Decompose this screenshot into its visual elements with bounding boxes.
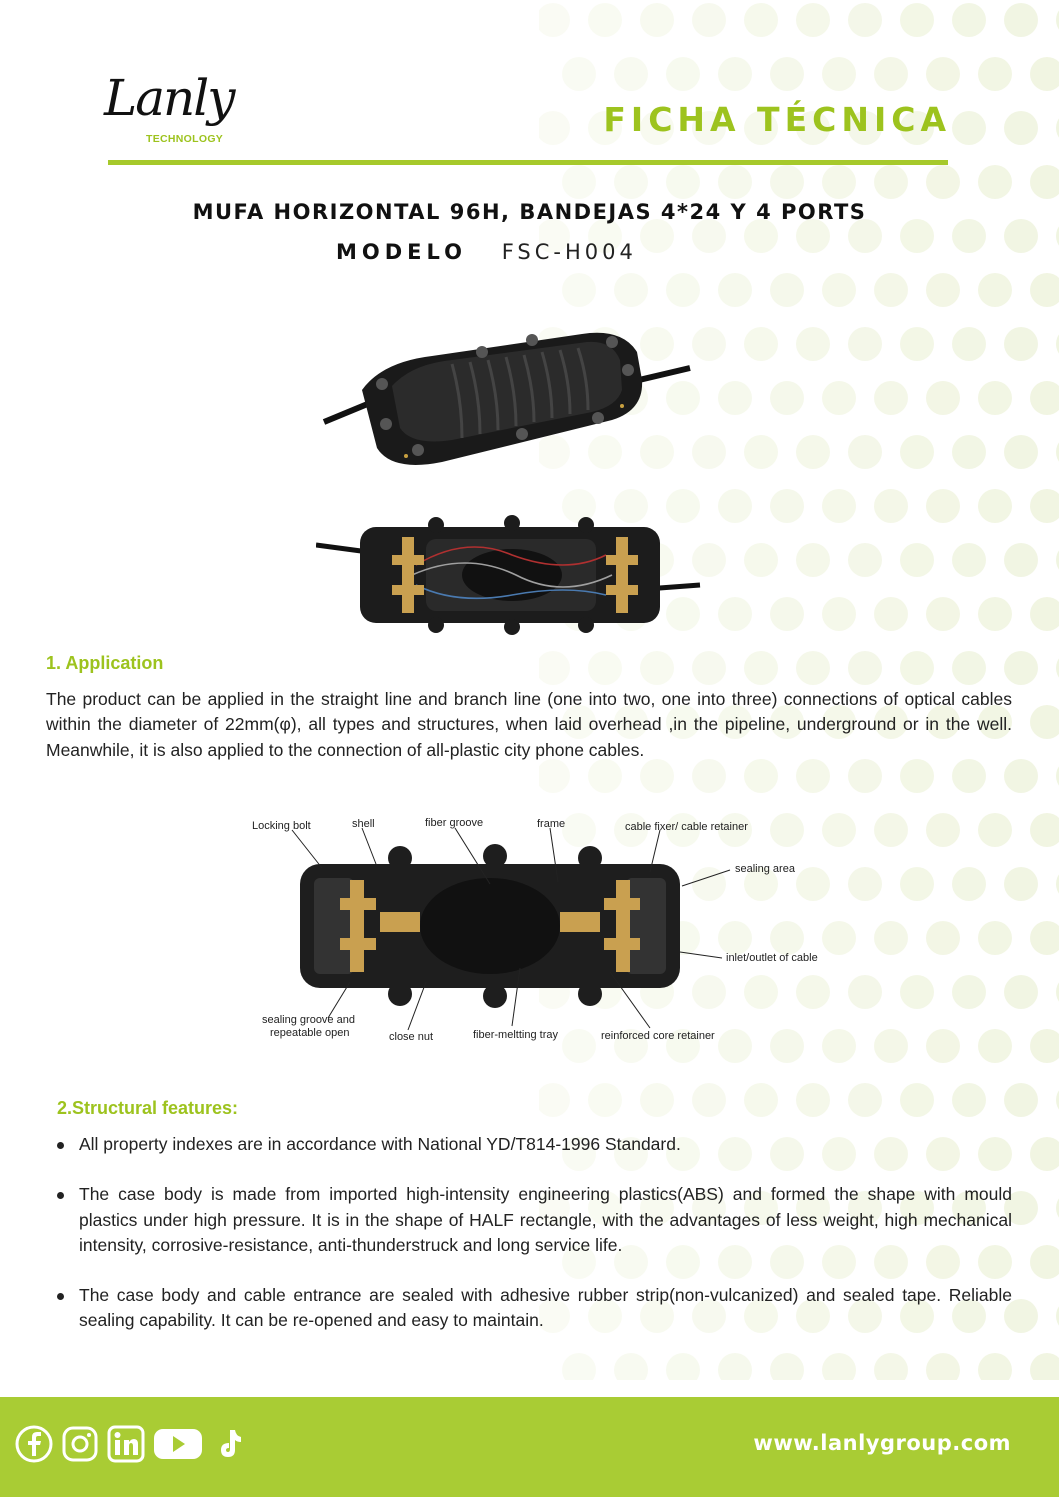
- background-dot: [978, 57, 1012, 91]
- background-dot: [952, 327, 986, 361]
- background-dot: [770, 381, 804, 415]
- label-cable-fixer: cable fixer/ cable retainer: [625, 821, 748, 833]
- background-dot: [744, 651, 778, 685]
- background-dot: [744, 759, 778, 793]
- background-dot: [952, 975, 986, 1009]
- background-dot: [718, 381, 752, 415]
- background-dot: [822, 381, 856, 415]
- background-dot: [900, 867, 934, 901]
- background-dot: [952, 435, 986, 469]
- background-dot: [822, 165, 856, 199]
- background-dot: [744, 435, 778, 469]
- background-dot: [900, 219, 934, 253]
- background-dot: [692, 219, 726, 253]
- background-dot: [1030, 489, 1059, 523]
- background-dot: [1030, 57, 1059, 91]
- background-dot: [796, 3, 830, 37]
- background-dot: [562, 1353, 596, 1380]
- background-dot: [900, 759, 934, 793]
- background-dot: [1030, 1353, 1059, 1380]
- background-dot: [900, 975, 934, 1009]
- background-dot: [796, 1083, 830, 1117]
- background-dot: [614, 57, 648, 91]
- background-dot: [1030, 165, 1059, 199]
- background-dot: [952, 1083, 986, 1117]
- background-dot: [640, 219, 674, 253]
- background-dot: [874, 273, 908, 307]
- background-dot: [1030, 813, 1059, 847]
- background-dot: [692, 327, 726, 361]
- background-dot: [1004, 3, 1038, 37]
- list-item: All property indexes are in accordance with National YD/T814-1996 Standard.: [54, 1132, 1012, 1157]
- website-link[interactable]: www.lanlygroup.com: [753, 1431, 1011, 1455]
- background-dot: [770, 597, 804, 631]
- background-dot: [718, 489, 752, 523]
- background-dot: [539, 3, 570, 37]
- background-dot: [926, 813, 960, 847]
- background-dot: [770, 489, 804, 523]
- background-dot: [926, 165, 960, 199]
- background-dot: [1004, 111, 1038, 145]
- background-dot: [978, 813, 1012, 847]
- background-dot: [588, 3, 622, 37]
- background-dot: [718, 1353, 752, 1380]
- background-dot: [952, 651, 986, 685]
- background-dot: [822, 597, 856, 631]
- background-dot: [848, 3, 882, 37]
- header-divider: [108, 160, 948, 165]
- background-dot: [562, 165, 596, 199]
- background-dot: [926, 1353, 960, 1380]
- background-dot: [588, 651, 622, 685]
- features-list: [54, 1132, 1012, 1334]
- background-dot: [1004, 219, 1038, 253]
- background-dot: [822, 1353, 856, 1380]
- background-dot: [744, 543, 778, 577]
- background-dot: [539, 651, 570, 685]
- label-sealing-groove-1: sealing groove and: [262, 1014, 355, 1026]
- background-dot: [848, 651, 882, 685]
- background-dot: [666, 165, 700, 199]
- list-item: The case body is made from imported high-intensity engineering plastics(ABS) and formed the shape with mould plastics under high pressure. It is in the shape of HALF rectangle, with the advantages of less weight, high mechanical intensity, corrosive-resistance, anti-thunderstruck and long service life.: [54, 1182, 1012, 1258]
- background-dot: [1030, 597, 1059, 631]
- background-dot: [848, 327, 882, 361]
- background-dot: [874, 381, 908, 415]
- logo-wordmark: Lanly: [104, 69, 234, 127]
- background-dot: [718, 273, 752, 307]
- application-paragraph: The product can be applied in the straight line and branch line (one into two, one into three) connections of optical cables within the diameter of 22mm(φ), all types and structures, when laid overhead ,in the pipeline, underground or in the well. Meanwhile, it is also applied to the connection of all-plastic city phone cables.: [46, 689, 1012, 760]
- background-dot: [796, 651, 830, 685]
- background-dot: [848, 1083, 882, 1117]
- document-type-heading: FICHA TÉCNICA: [603, 100, 951, 139]
- product-title: MUFA HORIZONTAL 96H, BANDEJAS 4*24 Y 4 PORTS: [192, 200, 867, 224]
- background-dot: [874, 921, 908, 955]
- background-dot: [666, 1353, 700, 1380]
- label-sealing-groove-2: repeatable open: [270, 1027, 350, 1039]
- model-value: FSC-H004: [501, 240, 637, 264]
- background-dot: [952, 543, 986, 577]
- linkedin-icon[interactable]: [106, 1424, 146, 1464]
- section-heading-application: 1. Application: [46, 653, 164, 673]
- background-dot: [1004, 651, 1038, 685]
- background-dot: [848, 435, 882, 469]
- background-dot: [770, 273, 804, 307]
- background-dot: [978, 489, 1012, 523]
- background-dot: [588, 759, 622, 793]
- background-dot: [926, 1029, 960, 1063]
- background-dot: [822, 57, 856, 91]
- background-dot: [978, 597, 1012, 631]
- background-dot: [692, 435, 726, 469]
- facebook-icon[interactable]: [14, 1424, 54, 1464]
- background-dot: [796, 219, 830, 253]
- label-frame: frame: [537, 818, 566, 830]
- background-dot: [848, 975, 882, 1009]
- background-dot: [926, 57, 960, 91]
- background-dot: [718, 165, 752, 199]
- label-shell: shell: [352, 818, 375, 830]
- background-dot: [1030, 1245, 1059, 1279]
- background-dot: [1030, 705, 1059, 739]
- background-dot: [978, 381, 1012, 415]
- background-dot: [770, 1353, 804, 1380]
- label-fiber-groove: fiber groove: [425, 817, 484, 829]
- background-dot: [562, 273, 596, 307]
- tiktok-icon[interactable]: [210, 1424, 250, 1464]
- background-dot: [539, 759, 570, 793]
- background-dot: [539, 111, 570, 145]
- model-row: [336, 240, 637, 264]
- background-dot: [926, 597, 960, 631]
- background-dot: [900, 1083, 934, 1117]
- background-dot: [640, 3, 674, 37]
- background-dot: [978, 1029, 1012, 1063]
- background-dot: [978, 921, 1012, 955]
- background-dot: [1030, 921, 1059, 955]
- background-dot: [744, 327, 778, 361]
- background-dot: [770, 165, 804, 199]
- background-dot: [640, 651, 674, 685]
- label-locking-bolt: Locking bolt: [252, 820, 311, 832]
- label-sealing-area: sealing area: [735, 863, 795, 875]
- structure-diagram: [250, 812, 830, 1044]
- company-logo: [104, 66, 244, 151]
- background-dot: [1004, 759, 1038, 793]
- list-item: The case body and cable entrance are sealed with adhesive rubber strip(non-vulcanized) and sealed tape. Reliable sealing capability. It can be re-opened and easy to maintain.: [54, 1283, 1012, 1334]
- background-dot: [718, 597, 752, 631]
- background-dot: [952, 759, 986, 793]
- background-dot: [926, 921, 960, 955]
- background-dot: [952, 867, 986, 901]
- background-dot: [692, 759, 726, 793]
- section-heading-structural: 2.Structural features:: [57, 1098, 239, 1118]
- product-photo-closed: [322, 320, 692, 480]
- background-dot: [1004, 1083, 1038, 1117]
- background-dot: [796, 759, 830, 793]
- footer-bar: [0, 1397, 1059, 1497]
- background-dot: [770, 57, 804, 91]
- background-dot: [562, 57, 596, 91]
- background-dot: [1030, 1029, 1059, 1063]
- background-dot: [822, 273, 856, 307]
- background-dot: [874, 165, 908, 199]
- background-dot: [1030, 381, 1059, 415]
- background-dot: [614, 165, 648, 199]
- background-dot: [588, 1083, 622, 1117]
- background-dot: [1004, 435, 1038, 469]
- background-dot: [874, 597, 908, 631]
- background-dot: [1004, 543, 1038, 577]
- background-dot: [874, 57, 908, 91]
- background-dot: [1004, 975, 1038, 1009]
- background-dot: [666, 57, 700, 91]
- background-dot: [874, 1353, 908, 1380]
- social-icons: [14, 1424, 250, 1464]
- background-dot: [848, 543, 882, 577]
- background-dot: [926, 273, 960, 307]
- background-dot: [978, 165, 1012, 199]
- background-dot: [900, 543, 934, 577]
- background-dot: [952, 219, 986, 253]
- background-dot: [1030, 1137, 1059, 1171]
- background-dot: [539, 1083, 570, 1117]
- background-dot: [874, 489, 908, 523]
- label-fiber-melting-tray: fiber-meltting tray: [473, 1029, 558, 1041]
- background-dot: [614, 1353, 648, 1380]
- background-dot: [1004, 867, 1038, 901]
- background-dot: [796, 327, 830, 361]
- background-dot: [900, 3, 934, 37]
- background-dot: [874, 1029, 908, 1063]
- background-dot: [614, 273, 648, 307]
- background-dot: [744, 3, 778, 37]
- diagram-illustration: [250, 812, 830, 1044]
- background-dot: [848, 759, 882, 793]
- background-dot: [900, 435, 934, 469]
- background-dot: [692, 651, 726, 685]
- background-dot: [692, 1083, 726, 1117]
- background-dot: [640, 759, 674, 793]
- youtube-icon[interactable]: [152, 1424, 204, 1464]
- background-dot: [900, 651, 934, 685]
- background-dot: [796, 435, 830, 469]
- background-dot: [952, 3, 986, 37]
- background-dot: [874, 813, 908, 847]
- background-dot: [1030, 273, 1059, 307]
- background-dot: [952, 111, 986, 145]
- background-dot: [744, 219, 778, 253]
- background-dot: [718, 57, 752, 91]
- background-dot: [978, 273, 1012, 307]
- background-dot: [1004, 327, 1038, 361]
- background-dot: [848, 867, 882, 901]
- instagram-icon[interactable]: [60, 1424, 100, 1464]
- background-dot: [848, 219, 882, 253]
- background-dot: [926, 489, 960, 523]
- label-close-nut: close nut: [389, 1031, 434, 1043]
- model-label: MODELO: [336, 240, 468, 264]
- background-dot: [744, 1083, 778, 1117]
- background-dot: [640, 1083, 674, 1117]
- logo-subtitle: TECHNOLOGY: [146, 133, 224, 145]
- product-photo-open: [316, 515, 702, 635]
- background-dot: [666, 273, 700, 307]
- background-dot: [796, 543, 830, 577]
- background-dot: [926, 381, 960, 415]
- label-reinforced-core: reinforced core retainer: [601, 1030, 715, 1042]
- background-dot: [692, 3, 726, 37]
- background-dot: [822, 489, 856, 523]
- background-dot: [978, 1353, 1012, 1380]
- background-dot: [900, 327, 934, 361]
- label-inlet-outlet: inlet/outlet of cable: [726, 952, 818, 964]
